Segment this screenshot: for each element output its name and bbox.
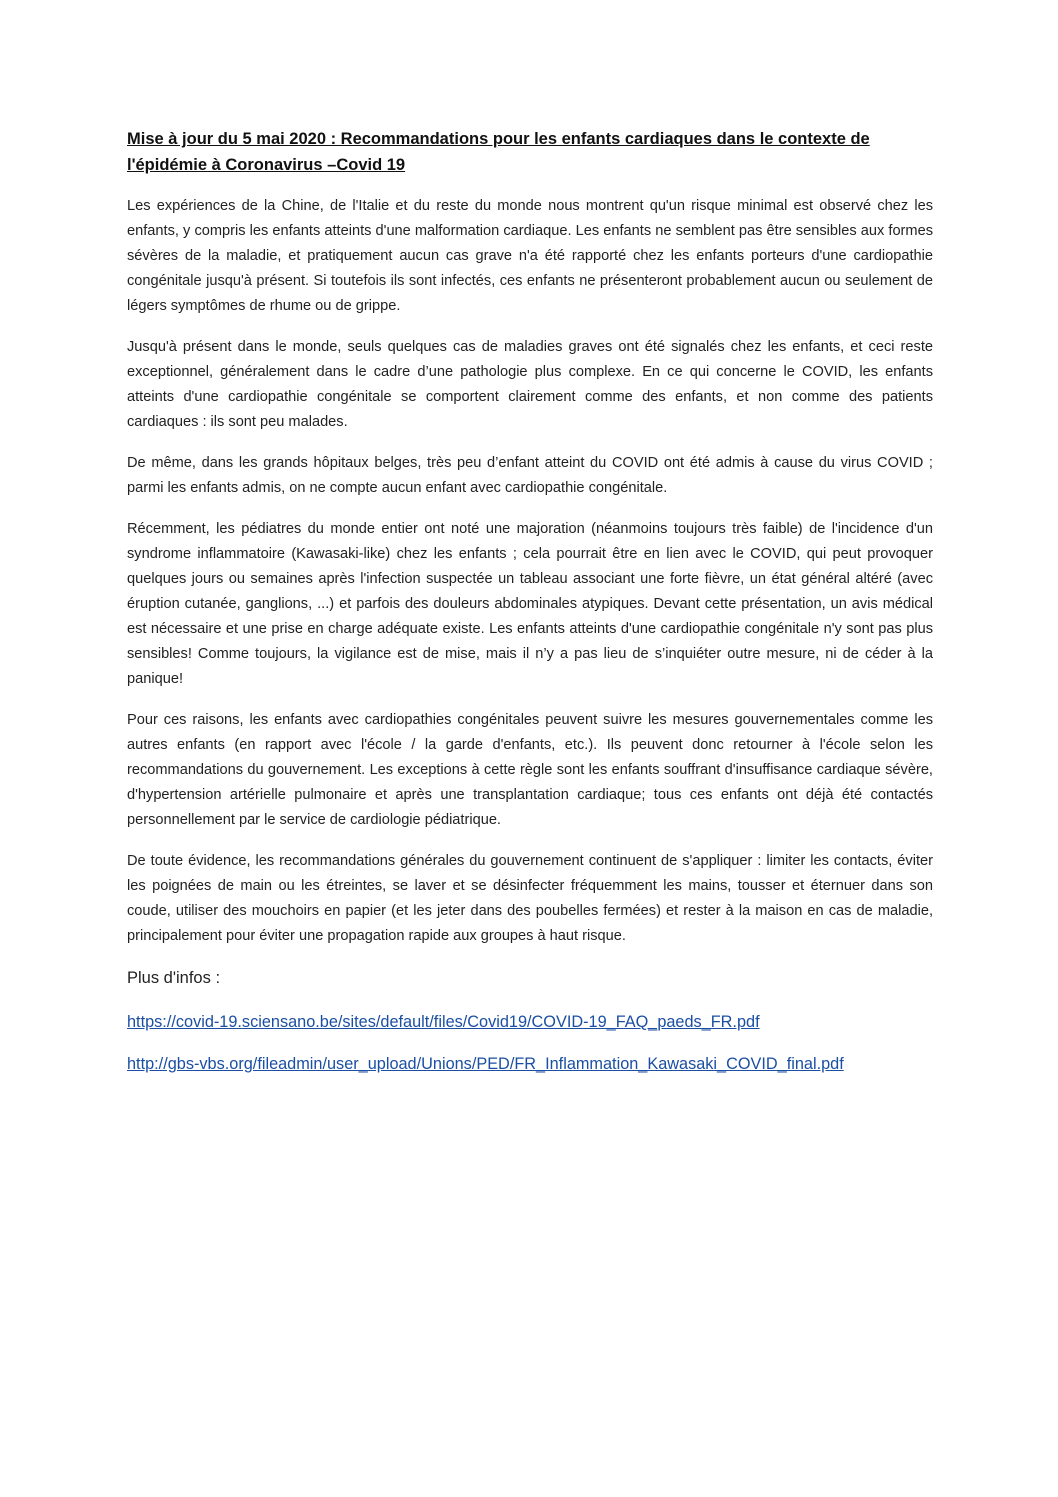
paragraph-3: De même, dans les grands hôpitaux belges, très peu d’enfant atteint du COVID ont été admis à cause du virus COVID ; parmi les enfants admis, on ne compte aucun enfant avec cardiopathie congénitale. [127,455,933,496]
document-title: Mise à jour du 5 mai 2020 : Recommandations pour les enfants cardiaques dans le contexte de l'épidémie à Coronavirus –Covid 19 [127,130,870,174]
more-info-label: Plus d'infos : [127,969,221,987]
sciensano-faq-link[interactable]: https://covid-19.sciensano.be/sites/default/files/Covid19/COVID-19_FAQ_paeds_FR.pdf [127,1013,760,1031]
paragraph-6: De toute évidence, les recommandations générales du gouvernement continuent de s'appliquer : limiter les contacts, éviter les poignées de main ou les étreintes, se laver et se désinfecter fréquemment les mains, tousser et éternuer dans son coude, utiliser des mouchoirs en papier (et les jeter dans des poubelles fermées) et rester à la maison en cas de maladie, principalement pour éviter une propagation rapide aux groupes à haut risque. [127,853,933,944]
document-page [127,126,933,1093]
paragraph-5: Pour ces raisons, les enfants avec cardiopathies congénitales peuvent suivre les mesures gouvernementales comme les autres enfants (en rapport avec l'école / la garde d'enfants, etc.). Ils peuvent donc retourner à l'école selon les recommandations du gouvernement. Les exceptions à cette règle sont les enfants souffrant d'insuffisance cardiaque sévère, d'hypertension artérielle pulmonaire et après une transplantation cardiaque; tous ces enfants ont déjà été contactés personnellement par le service de cardiologie pédiatrique. [127,712,933,828]
paragraph-2: Jusqu'à présent dans le monde, seuls quelques cas de maladies graves ont été signalés chez les enfants, et ceci reste exceptionnel, généralement dans le cadre d’une pathologie plus complexe. En ce qui concerne le COVID, les enfants atteints d'une cardiopathie congénitale se comportent clairement comme des enfants, et non comme des patients cardiaques : ils sont peu malades. [127,339,933,430]
paragraph-4: Récemment, les pédiatres du monde entier ont noté une majoration (néanmoins toujours très faible) de l'incidence d'un syndrome inflammatoire (Kawasaki-like) chez les enfants ; cela pourrait être en lien avec le COVID, qui peut provoquer quelques jours ou semaines après l'infection suspectée un tableau associant une forte fièvre, un état général altéré (avec éruption cutanée, ganglions, ...) et parfois des douleurs abdominales atypiques. Devant cette présentation, un avis médical est nécessaire et une prise en charge adéquate existe. Les enfants atteints d'une cardiopathie congénitale n'y sont pas plus sensibles! Comme toujours, la vigilance est de mise, mais il n’y a pas lieu de s’inquiéter outre mesure, ni de céder à la panique! [127,521,933,687]
paragraph-1: Les expériences de la Chine, de l'Italie et du reste du monde nous montrent qu'un risque minimal est observé chez les enfants, y compris les enfants atteints d'une malformation cardiaque. Les enfants ne semblent pas être sensibles aux formes sévères de la maladie, et pratiquement aucun cas grave n'a été rapporté chez les enfants porteurs d'une cardiopathie congénitale jusqu'à présent. Si toutefois ils sont infectés, ces enfants ne présenteront probablement aucun ou seulement de légers symptômes de rhume ou de grippe. [127,198,933,314]
gbs-kawasaki-link[interactable]: http://gbs-vbs.org/fileadmin/user_upload/Unions/PED/FR_Inflammation_Kawasaki_COVID_final.pdf [127,1055,844,1073]
